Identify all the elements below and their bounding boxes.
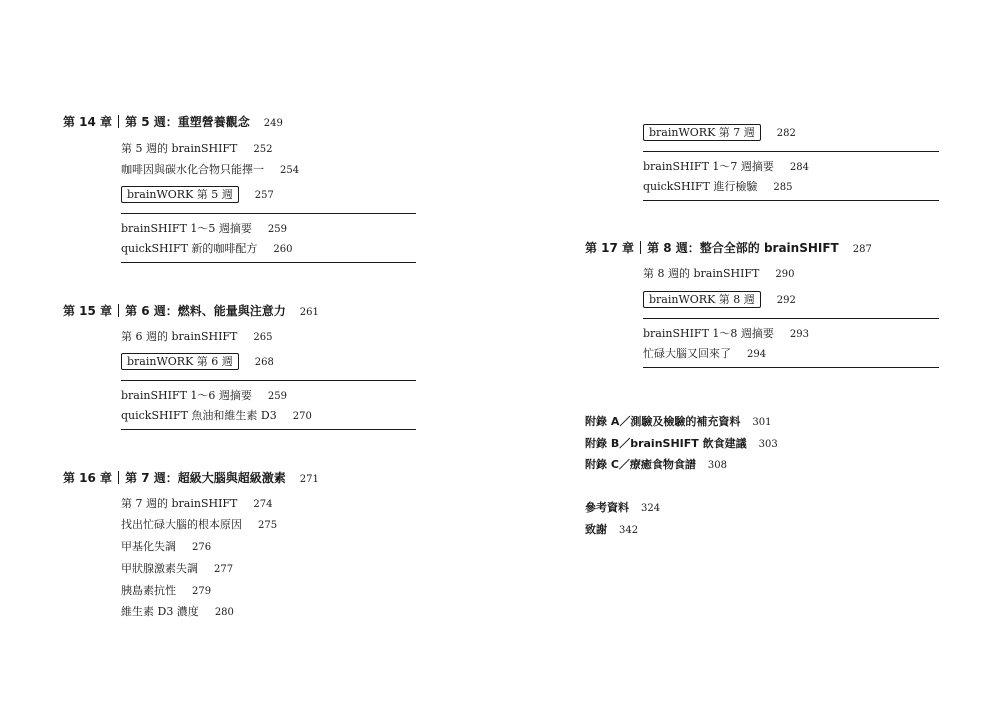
page-number: 259: [267, 224, 287, 235]
chapter-17-heading: [585, 240, 872, 258]
chapter-title: 第 8 週：整合全部的 brainSHIFT: [647, 241, 839, 255]
divider-rule: [121, 262, 416, 263]
page-number: 342: [619, 525, 639, 536]
page-number: 257: [254, 190, 274, 201]
page-number: 308: [707, 460, 727, 471]
appendix-a-entry: [585, 415, 771, 430]
page-number: 275: [258, 520, 278, 531]
toc-entry: [121, 540, 211, 555]
page-number: 268: [254, 357, 274, 368]
page-number: 282: [776, 128, 796, 139]
page-number: 324: [641, 503, 661, 514]
page-number: 274: [253, 499, 273, 510]
toc-entry-boxed: [643, 293, 796, 308]
page-number: 287: [852, 244, 872, 255]
entry-text: 附錄 B／brainSHIFT 飲食建議: [585, 437, 747, 450]
divider-rule: [643, 151, 939, 152]
chapter-number: 第 16 章: [63, 471, 113, 485]
page-number: 270: [292, 411, 312, 422]
page-number: 292: [776, 295, 796, 306]
entry-text: 甲基化失調: [121, 540, 176, 553]
page-number: 301: [752, 417, 772, 428]
acknowledgements-entry: [585, 523, 638, 538]
entry-text: 附錄 C／療癒食物食譜: [585, 458, 696, 471]
divider-rule: [121, 429, 416, 430]
toc-entry: [121, 605, 234, 620]
toc-entry-boxed: [643, 126, 796, 141]
page-number: 303: [758, 439, 778, 450]
page-number: 271: [299, 474, 319, 485]
page-number: 279: [192, 586, 212, 597]
toc-entry: [121, 518, 277, 533]
entry-text: quickSHIFT 進行檢驗: [643, 180, 758, 193]
page-number: 276: [192, 542, 212, 553]
page-number: 293: [789, 329, 809, 340]
entry-text: 第 8 週的 brainSHIFT: [643, 267, 760, 280]
entry-text: 參考資料: [585, 501, 629, 514]
toc-entry: [643, 347, 766, 362]
chapter-15-heading: [63, 303, 319, 321]
chapter-title: 第 5 週：重塑營養觀念: [125, 115, 250, 129]
chapter-divider: [118, 115, 119, 128]
entry-text: 第 7 週的 brainSHIFT: [121, 497, 238, 510]
divider-rule: [643, 200, 939, 201]
divider-rule: [121, 380, 416, 381]
chapter-divider: [118, 304, 119, 317]
divider-rule: [121, 213, 416, 214]
entry-text: brainSHIFT 1～6 週摘要: [121, 389, 252, 402]
page-number: 252: [253, 144, 273, 155]
page-number: 277: [214, 564, 234, 575]
entry-text: brainSHIFT 1～5 週摘要: [121, 222, 252, 235]
brainwork-box-label: brainWORK 第 5 週: [121, 186, 239, 203]
entry-text: 甲狀腺激素失調: [121, 562, 198, 575]
page-number: 285: [773, 182, 793, 193]
page-number: 294: [747, 349, 767, 360]
brainwork-box-label: brainWORK 第 7 週: [643, 124, 761, 141]
chapter-16-heading: [63, 470, 319, 488]
toc-entry: [643, 327, 809, 342]
divider-rule: [643, 367, 939, 368]
brainwork-box-label: brainWORK 第 6 週: [121, 353, 239, 370]
page-number: 261: [299, 307, 319, 318]
toc-entry: [121, 562, 233, 577]
entry-text: 附錄 A／測驗及檢驗的補充資料: [585, 415, 741, 428]
chapter-title: 第 6 週：燃料、能量與注意力: [125, 304, 286, 318]
page-number: 254: [280, 165, 300, 176]
chapter-number: 第 17 章: [585, 241, 635, 255]
chapter-number: 第 14 章: [63, 115, 113, 129]
toc-entry: [121, 222, 287, 237]
toc-entry: [121, 389, 287, 404]
toc-entry: [121, 330, 273, 345]
entry-text: 致謝: [585, 523, 607, 536]
references-entry: [585, 501, 660, 516]
chapter-divider: [640, 241, 641, 254]
entry-text: brainSHIFT 1～8 週摘要: [643, 327, 774, 340]
toc-entry-boxed: [121, 188, 274, 203]
toc-entry: [643, 180, 793, 195]
entry-text: quickSHIFT 新的咖啡配方: [121, 242, 258, 255]
entry-text: 找出忙碌大腦的根本原因: [121, 518, 242, 531]
toc-entry: [121, 497, 273, 512]
toc-entry: [643, 160, 809, 175]
entry-text: brainSHIFT 1～7 週摘要: [643, 160, 774, 173]
page-number: 260: [273, 244, 293, 255]
toc-entry: [121, 584, 211, 599]
chapter-number: 第 15 章: [63, 304, 113, 318]
chapter-divider: [118, 471, 119, 484]
entry-text: 第 5 週的 brainSHIFT: [121, 142, 238, 155]
toc-entry: [121, 242, 293, 257]
appendix-c-entry: [585, 458, 727, 473]
page-number: 290: [775, 269, 795, 280]
page-number: 259: [267, 391, 287, 402]
page-number: 280: [214, 607, 234, 618]
entry-text: 第 6 週的 brainSHIFT: [121, 330, 238, 343]
appendix-b-entry: [585, 437, 778, 452]
chapter-title: 第 7 週：超級大腦與超級激素: [125, 471, 286, 485]
toc-entry: [121, 163, 299, 178]
chapter-14-heading: [63, 114, 283, 132]
divider-rule: [643, 318, 939, 319]
entry-text: quickSHIFT 魚油和維生素 D3: [121, 409, 277, 422]
entry-text: 胰島素抗性: [121, 584, 176, 597]
toc-entry: [121, 142, 273, 157]
entry-text: 忙碌大腦又回來了: [643, 347, 731, 360]
entry-text: 咖啡因與碳水化合物只能擇一: [121, 163, 264, 176]
brainwork-box-label: brainWORK 第 8 週: [643, 291, 761, 308]
page-number: 284: [789, 162, 809, 173]
toc-entry: [121, 409, 312, 424]
toc-entry-boxed: [121, 355, 274, 370]
page-number: 265: [253, 332, 273, 343]
entry-text: 維生素 D3 濃度: [121, 605, 199, 618]
page-number: 249: [263, 118, 283, 129]
toc-entry: [643, 267, 795, 282]
